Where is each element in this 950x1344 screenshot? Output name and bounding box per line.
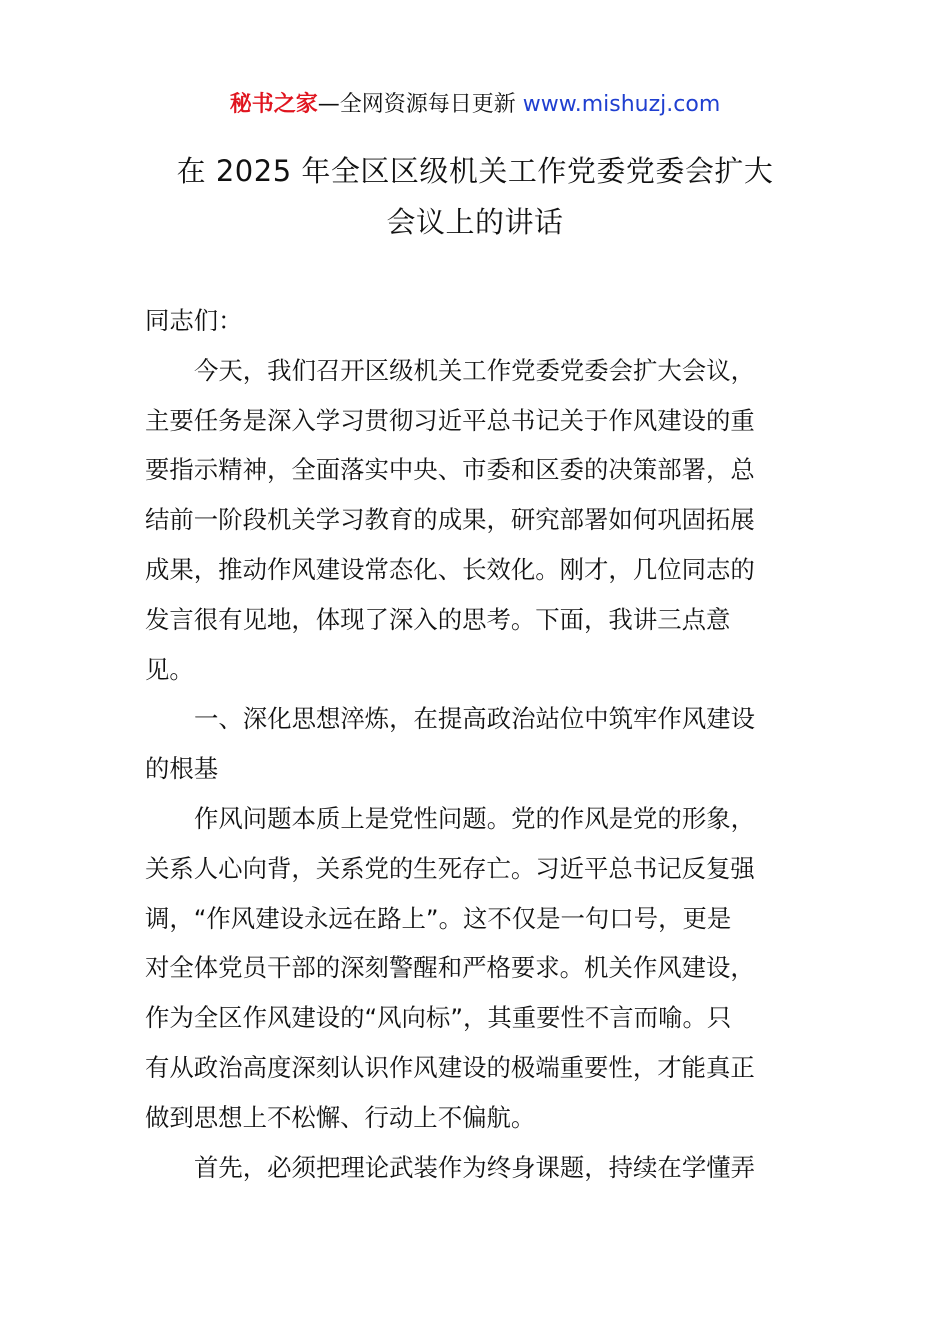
paragraph-line: 首先，必须把理论武装作为终身课题，持续在学懂弄 — [194, 1152, 755, 1182]
title-line: 在 2025 年全区区级机关工作党委党委会扩大 — [176, 154, 774, 188]
site-header — [0, 88, 950, 122]
paragraph-line: 今天，我们召开区级机关工作党委党委会扩大会议， — [194, 355, 755, 385]
document-title — [120, 146, 830, 248]
brand-name: 秘书之家 — [229, 92, 318, 117]
heading-line: 一、深化思想淬炼，在提高政治站位中筑牢作风建设 — [194, 704, 755, 734]
title-line: 会议上的讲话 — [386, 205, 564, 239]
paragraph-line: 关系人心向背，关系党的生死存亡。习近平总书记反复强 — [145, 853, 755, 883]
paragraph-line: 调，“作风建设永远在路上”。这不仅是一句口号，更是 — [145, 903, 732, 933]
heading-line: 的根基 — [145, 754, 219, 784]
paragraph-line: 对全体党员干部的深刻警醒和严格要求。机关作风建设， — [145, 953, 755, 983]
paragraph-line: 作为全区作风建设的“风向标”，其重要性不言而喻。只 — [145, 1003, 732, 1033]
paragraph-line: 作风问题本质上是党性问题。党的作风是党的形象， — [194, 803, 755, 833]
paragraph-line: 结前一阶段机关学习教育的成果，研究部署如何巩固拓展 — [145, 505, 755, 535]
paragraph-line: 有从政治高度深刻认识作风建设的极端重要性，才能真正 — [145, 1052, 755, 1082]
paragraph-style — [145, 794, 810, 1143]
paragraph-line: 做到思想上不松懈、行动上不偏航。 — [145, 1102, 536, 1132]
paragraph-first — [145, 1143, 810, 1193]
section-heading-1 — [145, 694, 810, 794]
paragraph-line: 发言很有见地，体现了深入的思考。下面，我讲三点意 — [145, 604, 731, 634]
paragraph-line: 见。 — [145, 654, 194, 684]
paragraph-intro — [145, 346, 810, 695]
site-url-link[interactable]: www.mishuzj.com — [522, 92, 721, 117]
header-tagline: —全网资源每日更新 — [317, 92, 523, 117]
document-body — [145, 296, 810, 1192]
paragraph-line: 成果，推动作风建设常态化、长效化。刚才，几位同志的 — [145, 554, 755, 584]
greeting: 同志们： — [145, 306, 243, 335]
paragraph-line: 主要任务是深入学习贯彻习近平总书记关于作风建设的重 — [145, 405, 755, 435]
paragraph-line: 要指示精神，全面落实中央、市委和区委的决策部署，总 — [145, 455, 755, 485]
